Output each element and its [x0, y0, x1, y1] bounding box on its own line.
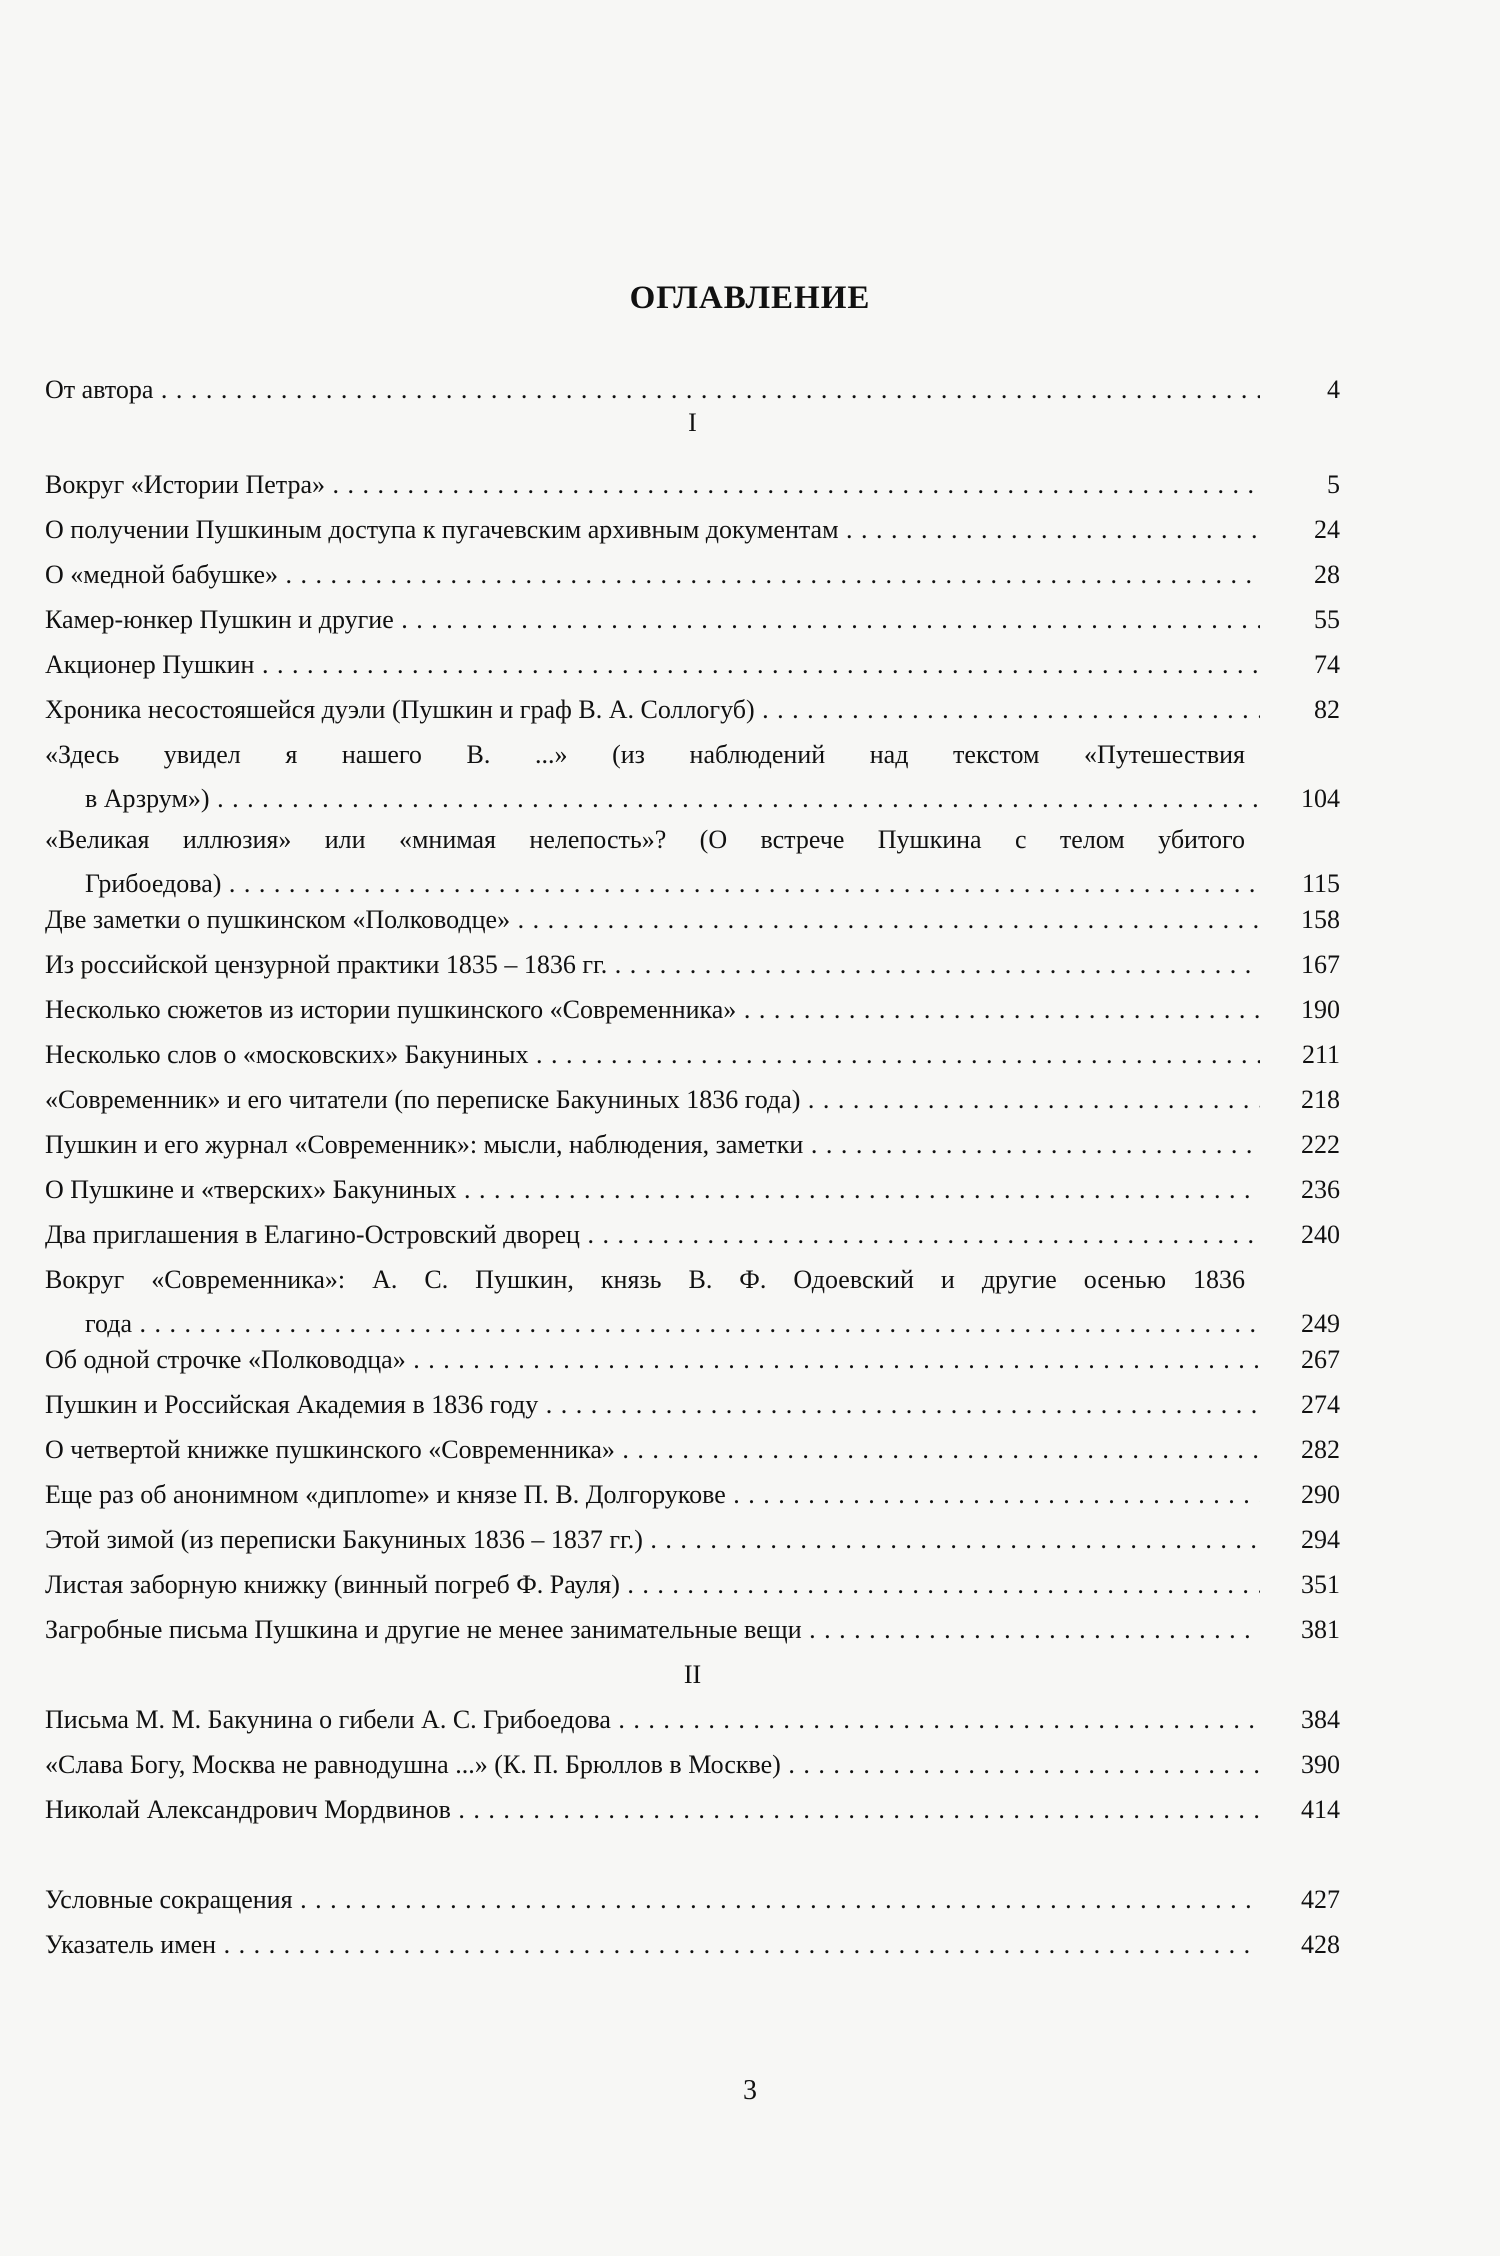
toc-entry-title-continued: Грибоедова) . . .	[45, 864, 1260, 904]
toc-entry-title: О получении Пушкиным доступа к пугачевским архивным документам . . .	[45, 510, 1260, 550]
toc-entry-title: О четвертой книжке пушкинского «Современника» . . .	[45, 1430, 1260, 1470]
toc-entry-page: 211	[1301, 1040, 1340, 1069]
toc-entry-page: 55	[1314, 605, 1340, 634]
toc-entry-page: 267	[1301, 1345, 1340, 1374]
toc-entry	[45, 465, 1340, 505]
toc-entry-page: 167	[1301, 950, 1340, 979]
toc-entry	[45, 370, 1340, 410]
toc-entry-page: 82	[1314, 695, 1340, 724]
toc-entry	[45, 1925, 1340, 1965]
toc-entry-title: «Современник» и его читатели (по переписке Бакуниных 1836 года) . . .	[45, 1080, 1260, 1120]
toc-entry	[45, 1610, 1340, 1650]
toc-entry-title: Условные сокращения . . .	[45, 1880, 1260, 1920]
toc-entry	[45, 900, 1340, 940]
toc-entry-title: О «медной бабушке» . . .	[45, 555, 1260, 595]
toc-entry	[45, 1385, 1340, 1425]
toc-entry-page: 427	[1301, 1885, 1340, 1914]
toc-entry	[45, 555, 1340, 595]
toc-entry	[45, 1125, 1340, 1165]
page-title: ОГЛАВЛЕНИЕ	[629, 280, 871, 316]
toc-entry-page: 218	[1301, 1085, 1340, 1114]
toc-entry	[45, 820, 1340, 908]
toc-entry-page: 249	[1301, 1309, 1340, 1338]
toc-entry-page: 74	[1314, 650, 1340, 679]
toc-entry-page: 236	[1301, 1175, 1340, 1204]
toc-entry-title: О Пушкине и «тверских» Бакуниных . . .	[45, 1170, 1260, 1210]
toc-entry	[45, 735, 1340, 823]
toc-entry-page: 428	[1301, 1930, 1340, 1959]
toc-entry-title: Несколько слов о «московских» Бакуниных . . .	[45, 1035, 1260, 1075]
toc-entry-page: 5	[1327, 470, 1340, 499]
toc-entry-page: 158	[1301, 905, 1340, 934]
toc-entry	[45, 1170, 1340, 1210]
toc-entry-title: Николай Александрович Мордвинов . . .	[45, 1790, 1260, 1830]
toc-entry-page: 240	[1301, 1220, 1340, 1249]
toc-entry	[45, 600, 1340, 640]
toc-entry-page: 222	[1301, 1130, 1340, 1159]
page-number: 3	[743, 2075, 757, 2106]
toc-entry-title: Этой зимой (из переписки Бакуниных 1836 – 1837 гг.) . . .	[45, 1520, 1260, 1560]
toc-entry-page: 104	[1301, 784, 1340, 813]
toc-entry-page: 274	[1301, 1390, 1340, 1419]
toc-entry-title: «Слава Богу, Москва не равнодушна ...» (К. П. Брюллов в Москве) . . .	[45, 1745, 1260, 1785]
toc-entry	[45, 1080, 1340, 1120]
toc-entry-page: 414	[1301, 1795, 1340, 1824]
toc-entry-title: Об одной строчке «Полководца» . . .	[45, 1340, 1260, 1380]
toc-entry-title: «Здесь увидел я нашего В. ...» (из наблюдений над текстом «Путешествия	[45, 740, 1245, 769]
toc-entry-title: Два приглашения в Елагино-Островский дворец . . .	[45, 1215, 1260, 1255]
toc-entry-page: 290	[1301, 1480, 1340, 1509]
toc-entry-title: «Великая иллюзия» или «мнимая нелепость»? (О встрече Пушкина с телом убитого	[45, 825, 1245, 854]
toc-entry-page: 190	[1301, 995, 1340, 1024]
toc-entry-title: От автора . . .	[45, 370, 1260, 410]
toc-entry-title: Хроника несостояшейся дуэли (Пушкин и граф В. А. Соллогуб) . . .	[45, 690, 1260, 730]
toc-entry-title: Несколько сюжетов из истории пушкинского «Современника» . . .	[45, 990, 1260, 1030]
toc-entry-page: 115	[1301, 869, 1340, 898]
toc-entry-title: Письма М. М. Бакунина о гибели А. С. Грибоедова . . .	[45, 1700, 1260, 1740]
toc-entry-title: Акционер Пушкин . . .	[45, 645, 1260, 685]
toc-entry	[45, 990, 1340, 1030]
toc-entry-title: Две заметки о пушкинском «Полководце» . . .	[45, 900, 1260, 940]
toc-entry-page: 28	[1314, 560, 1340, 589]
toc-entry-title: Еще раз об анонимном «диплome» и князе П. В. Долгорукове . . .	[45, 1475, 1260, 1515]
toc-entry-page: 282	[1301, 1435, 1340, 1464]
toc-entry-title: Пушкин и его журнал «Современник»: мысли, наблюдения, заметки . . .	[45, 1125, 1260, 1165]
toc-entry-title: Из российской цензурной практики 1835 – 1836 гг. . . .	[45, 945, 1260, 985]
toc-entry-page: 384	[1301, 1705, 1340, 1734]
toc-entry	[45, 1035, 1340, 1075]
toc-entry	[45, 645, 1340, 685]
toc-entry-title-continued: в Арзрум») . . .	[45, 779, 1260, 819]
toc-entry-title: Камер-юнкер Пушкин и другие . . .	[45, 600, 1260, 640]
toc-entry	[45, 1790, 1340, 1830]
toc-entry-title: Загробные письма Пушкина и другие не менее занимательные вещи . . .	[45, 1610, 1260, 1650]
toc-entry	[45, 1520, 1340, 1560]
section-heading-1: I	[688, 408, 697, 437]
toc-entry-title: Листая заборную книжку (винный погреб Ф. Рауля) . . .	[45, 1565, 1260, 1605]
toc-entry	[45, 1475, 1340, 1515]
toc-entry	[45, 1745, 1340, 1785]
toc-entry-title: Указатель имен . . .	[45, 1925, 1260, 1965]
toc-entry	[45, 1700, 1340, 1740]
toc-entry	[45, 945, 1340, 985]
toc-entry	[45, 1260, 1340, 1348]
toc-entry	[45, 1215, 1340, 1255]
toc-entry-title: Вокруг «Истории Петра» . . .	[45, 465, 1260, 505]
toc-entry	[45, 690, 1340, 730]
toc-entry-page: 390	[1301, 1750, 1340, 1779]
toc-entry-page: 24	[1314, 515, 1340, 544]
toc-entry-title: Вокруг «Современника»: А. С. Пушкин, князь В. Ф. Одоевский и другие осенью 1836	[45, 1265, 1245, 1294]
toc-entry-page: 351	[1301, 1570, 1340, 1599]
section-heading-2: II	[683, 1660, 702, 1689]
toc-entry-title: Пушкин и Российская Академия в 1836 году . . .	[45, 1385, 1260, 1425]
toc-entry	[45, 510, 1340, 550]
toc-entry-title-continued: года . . .	[45, 1304, 1260, 1344]
toc-entry-page: 4	[1327, 375, 1340, 404]
toc-entry	[45, 1880, 1340, 1920]
toc-entry-page: 294	[1301, 1525, 1340, 1554]
toc-entry	[45, 1430, 1340, 1470]
toc-entry-page: 381	[1301, 1615, 1340, 1644]
toc-entry	[45, 1565, 1340, 1605]
toc-entry	[45, 1340, 1340, 1380]
